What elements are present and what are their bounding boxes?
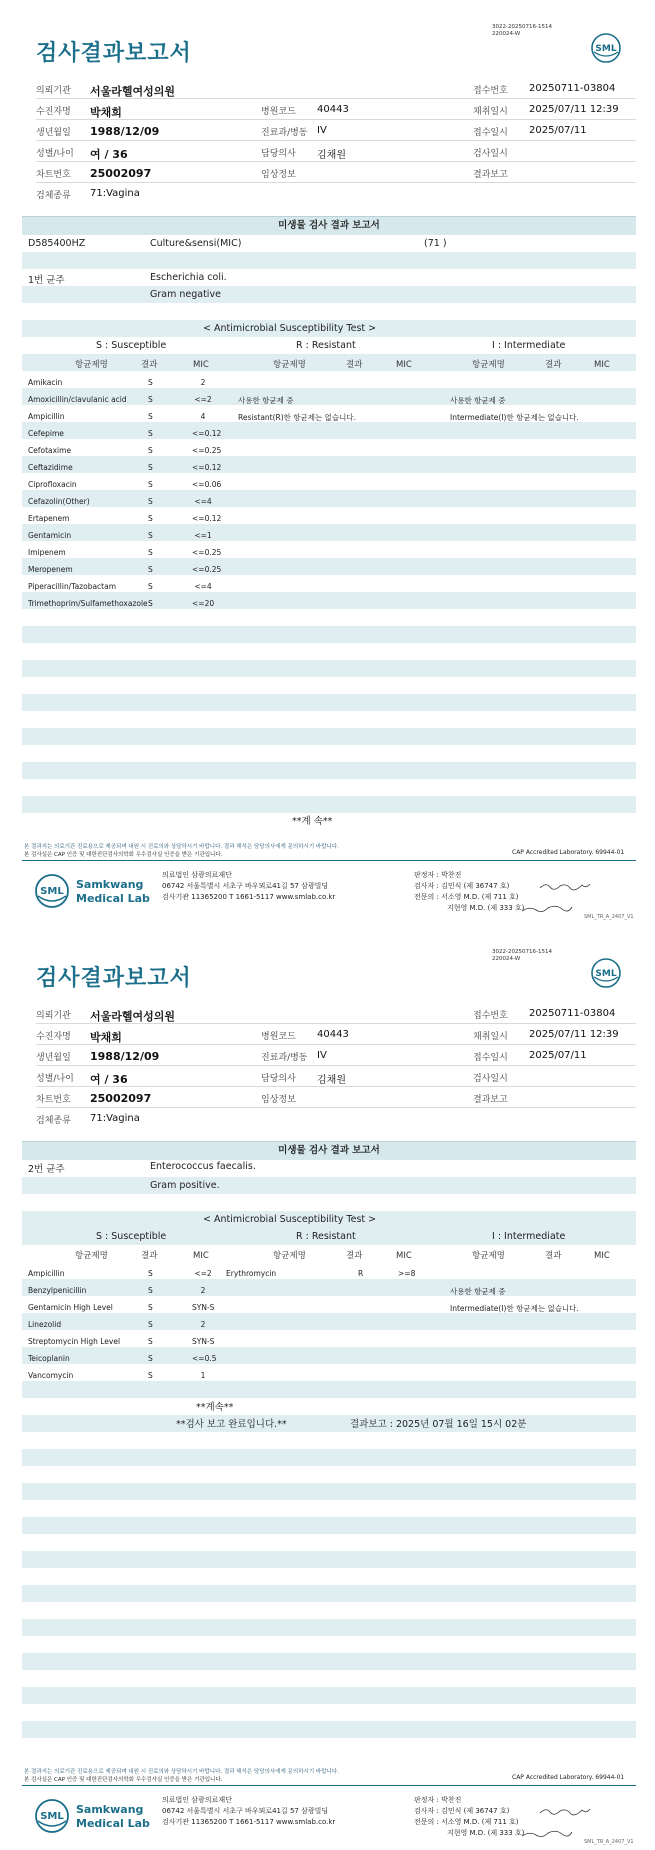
intermediate-note: 사용한 항균제 중 [450,396,506,405]
info-row: 생년월일 1988/12/09 진료과/병동 IV 접수일시 2025/07/11 [36,120,636,141]
address-block: 의료법인 삼광의료재단 06742 서울특별시 서초구 바우뫼로41길 57 삼광빌딩 검사기관 11365200 T 1661-5117 www.smlab.co.kr [162,871,336,901]
signature-icon [520,1827,574,1839]
antibiotic-result: S [148,1337,153,1346]
row-band [22,626,636,643]
antibiotic-name: Cefotaxime [28,446,72,455]
row-band [22,796,636,813]
report-page-2 [0,925,655,1850]
info-row: 수진자명 박채희 병원코드 40443 채취일시 2025/07/11 12:39 [36,99,636,120]
antibiotic-result: S [148,446,153,455]
footer-note: 본 결과지는 의료기관 진료용으로 제공되며 내원 시 진료의와 상담하시기 바랍니다. 결과 해석은 담당의사에게 문의하시기 바랍니다. [24,844,339,850]
ast-title: < Antimicrobial Susceptibility Test > [203,1214,377,1225]
antibiotic-result: S [148,548,153,557]
column-header-mic: MIC [594,1251,610,1261]
antibiotic-mic: <=0.12 [192,514,222,523]
antibiotic-result: S [148,599,153,608]
page-title: 검사결과보고서 [36,41,192,66]
svg-text:SML: SML [595,969,617,979]
band [22,1177,636,1194]
antibiotic-mic: 4 [200,412,206,421]
svg-text:Samkwang: Samkwang [76,878,144,891]
footer-note: 본 검사실은 CAP 인증 및 대한진단검사의학회 우수검사실 인증을 받은 기관입니다. [24,1777,223,1783]
ast-title: < Antimicrobial Susceptibility Test > [203,323,377,334]
signature-icon [520,902,574,914]
antibiotic-name: Amikacin [28,378,63,387]
column-header-drug: 항균제명 [75,360,108,370]
band [22,286,636,303]
svg-text:SML: SML [40,1811,64,1822]
row-band [22,524,636,541]
antibiotic-mic: <=1 [194,531,212,540]
antibiotic-mic: <=0.25 [192,565,222,574]
info-row: 생년월일 1988/12/09 진료과/병동 IV 접수일시 2025/07/11 [36,1045,636,1066]
row-band [22,1483,636,1500]
resistant-drug-result: R [358,1269,364,1278]
antibiotic-result: S [148,1286,153,1295]
column-header-drug: 항균제명 [472,1251,505,1261]
column-header-drug: 항균제명 [472,360,505,370]
info-row: 차트번호 25002097 임상정보 결과보고 [36,162,636,183]
antibiotic-name: Imipenem [28,548,66,557]
cap-label: CAP Accredited Laboratory. 69944-01 [512,849,625,856]
antibiotic-result: S [148,582,153,591]
resistant-message: Resistant(R)한 항균제는 없습니다. [238,413,357,422]
staff-block: 판정자 : 박찬진 검사자 : 김민식 (제 36747 호) 전문의 : 서소영 M.D. (제 711 호) 지현영 M.D. (제 333 호) [414,871,525,912]
column-header-drug: 항균제명 [273,360,306,370]
column-header-result: 결과 [141,1251,158,1261]
page-title: 검사결과보고서 [36,966,192,991]
row-band [22,1585,636,1602]
row-band [22,762,636,779]
column-header-mic: MIC [396,1251,412,1261]
column-header-result: 결과 [346,360,363,370]
antibiotic-mic: <=0.12 [192,463,222,472]
column-header-mic: MIC [594,360,610,370]
sml-logo-icon [590,957,622,989]
info-row: 검체종류 71:Vagina [36,1113,140,1126]
row-band [22,728,636,745]
row-band [22,1415,636,1432]
result-report-time: 결과보고 : 2025년 07월 16일 15시 02분 [350,1419,527,1430]
organism-number: 2번 균주 [28,1164,65,1175]
patient-info [36,78,636,204]
antibiotic-name: Gentamicin [28,531,72,540]
staff-block: 판정자 : 박찬진 검사자 : 김민식 (제 36747 호) 전문의 : 서소영 M.D. (제 711 호) 지현영 M.D. (제 333 호) [414,1796,525,1837]
antibiotic-mic: SYN-S [192,1337,215,1346]
signature-icon [538,880,592,892]
antibiotic-result: S [148,1269,153,1278]
address-block: 의료법인 삼광의료재단 06742 서울특별시 서초구 바우뫼로41길 57 삼광빌딩 검사기관 11365200 T 1661-5117 www.smlab.co.kr [162,1796,336,1826]
column-header-drug: 항균제명 [75,1251,108,1261]
antibiotic-result: S [148,412,153,421]
column-header-result: 결과 [545,1251,562,1261]
antibiotic-mic: 2 [200,1286,206,1295]
samkwang-logo-icon [34,1795,174,1837]
antibiotic-mic: 1 [200,1371,206,1380]
version-label: SML_TR_A_2407_V1 [584,914,634,920]
info-row: 의뢰기관 서울라헬여성의원 접수번호 20250711-03804 [36,1003,636,1024]
antibiotic-mic: <=0.25 [192,548,222,557]
info-row: 수진자명 박채희 병원코드 40443 채취일시 2025/07/11 12:39 [36,1024,636,1045]
row-band [22,660,636,677]
antibiotic-name: Amoxicillin/clavulanic acid [28,395,127,404]
antibiotic-name: Meropenem [28,565,73,574]
divider [22,860,636,861]
row-band [22,1721,636,1738]
legend-susceptible: S : Susceptible [96,340,167,351]
antibiotic-name: Trimethoprim/Sulfamethoxazole [28,599,148,608]
antibiotic-result: S [148,395,153,404]
antibiotic-result: S [148,480,153,489]
organism-number: 1번 균주 [28,275,65,286]
antibiotic-name: Cefazolin(Other) [28,497,90,506]
row-band [22,1347,636,1364]
section-title: 미생물 검사 결과 보고서 [22,1141,636,1160]
antibiotic-mic: 2 [200,1320,206,1329]
band [22,252,636,269]
antibiotic-mic: <=2 [194,395,212,404]
info-row: 차트번호 25002097 임상정보 결과보고 [36,1087,636,1108]
antibiotic-name: Piperacillin/Tazobactam [28,582,117,591]
antibiotic-name: Streptomycin High Level [28,1337,121,1346]
samkwang-logo-icon [34,870,174,912]
svg-text:Samkwang: Samkwang [76,1803,144,1816]
intermediate-message: Intermediate(I)한 항균제는 없습니다. [450,1304,579,1313]
continue-label: **계속** [196,1402,234,1413]
divider [22,1785,636,1786]
row-band [22,1313,636,1330]
antibiotic-name: Ceftazidime [28,463,73,472]
antibiotic-name: Ampicillin [28,412,65,421]
report-code: 3022-20250716-1514 220024-W [492,949,552,962]
info-row: 성별/나이 여 / 36 담당의사 김채원 검사일시 [36,141,636,162]
band [22,354,636,371]
legend-intermediate: I : Intermediate [492,1231,566,1242]
row-band [22,1279,636,1296]
row-band [22,1517,636,1534]
antibiotic-mic: <=20 [192,599,215,608]
report-code: 3022-20250716-1514 220024-W [492,24,552,37]
legend-resistant: R : Resistant [296,340,356,351]
organism-name: Escherichia coli. [150,272,227,283]
antibiotic-name: Benzylpenicillin [28,1286,87,1295]
antibiotic-name: Linezolid [28,1320,62,1329]
legend-intermediate: I : Intermediate [492,340,566,351]
info-row: 검체종류 71:Vagina [36,188,140,201]
svg-text:SML: SML [40,886,64,897]
column-header-drug: 항균제명 [273,1251,306,1261]
row-band [22,558,636,575]
patient-info [36,1003,636,1129]
cap-label: CAP Accredited Laboratory. 69944-01 [512,1774,625,1781]
antibiotic-name: Ampicillin [28,1269,65,1278]
footer-note: 본 결과지는 의료기관 진료용으로 제공되며 내원 시 진료의와 상담하시기 바랍니다. 결과 해석은 담당의사에게 문의하시기 바랍니다. [24,1769,339,1775]
antibiotic-result: S [148,429,153,438]
svg-text:Medical Lab: Medical Lab [76,1817,150,1830]
antibiotic-mic: SYN-S [192,1303,215,1312]
column-header-result: 결과 [545,360,562,370]
column-header-mic: MIC [193,1251,209,1261]
row-band [22,490,636,507]
antibiotic-result: S [148,1354,153,1363]
antibiotic-mic: <=0.25 [192,446,222,455]
antibiotic-name: Cefepime [28,429,64,438]
resistant-drug-name: Erythromycin [226,1269,277,1278]
gram-stain: Gram negative [150,289,221,300]
column-header-mic: MIC [193,360,209,370]
info-row: 성별/나이 여 / 36 담당의사 김채원 검사일시 [36,1066,636,1087]
antibiotic-result: S [148,565,153,574]
test-code: D585400HZ [28,238,86,249]
antibiotic-name: Ertapenem [28,514,70,523]
antibiotic-result: S [148,1371,153,1380]
legend-susceptible: S : Susceptible [96,1231,167,1242]
info-row: 의뢰기관 서울라헬여성의원 접수번호 20250711-03804 [36,78,636,99]
antibiotic-result: S [148,531,153,540]
section-title: 미생물 검사 결과 보고서 [22,216,636,235]
antibiotic-mic: <=0.12 [192,429,222,438]
antibiotic-name: Ciprofloxacin [28,480,77,489]
antibiotic-mic: <=4 [194,497,212,506]
row-band [22,1381,636,1398]
row-band [22,1449,636,1466]
antibiotic-mic: 2 [200,378,206,387]
antibiotic-result: S [148,378,153,387]
svg-text:SML: SML [595,44,617,54]
row-band [22,1551,636,1568]
antibiotic-mic: <=0.06 [192,480,222,489]
column-header-result: 결과 [346,1251,363,1261]
antibiotic-mic: <=4 [194,582,212,591]
row-band [22,456,636,473]
svg-text:Medical Lab: Medical Lab [76,892,150,905]
gram-stain: Gram positive. [150,1180,220,1191]
version-label: SML_TR_A_2407_V1 [584,1839,634,1845]
antibiotic-result: S [148,463,153,472]
antibiotic-name: Gentamicin High Level [28,1303,113,1312]
intermediate-note: 사용한 항균제 중 [450,1287,506,1296]
test-number: (71 ) [424,238,447,249]
test-name: Culture&sensi(MIC) [150,238,242,249]
resistant-drug-mic: >=8 [398,1269,416,1278]
antibiotic-result: S [148,1303,153,1312]
footer-note: 본 검사실은 CAP 인증 및 대한진단검사의학회 우수검사실 인증을 받은 기관입니다. [24,852,223,858]
sml-logo-icon [590,32,622,64]
signature-icon [538,1805,592,1817]
antibiotic-result: S [148,497,153,506]
intermediate-message: Intermediate(I)한 항균제는 없습니다. [450,413,579,422]
antibiotic-result: S [148,514,153,523]
antibiotic-mic: <=2 [194,1269,212,1278]
resistant-note: 사용한 항균제 중 [238,396,294,405]
organism-name: Enterococcus faecalis. [150,1161,256,1172]
continue-label: **계 속** [292,816,333,827]
antibiotic-result: S [148,1320,153,1329]
row-band [22,1653,636,1670]
column-header-mic: MIC [396,360,412,370]
row-band [22,1687,636,1704]
antibiotic-name: Vancomycin [28,1371,74,1380]
report-complete-label: **검사 보고 완료입니다.** [176,1419,287,1430]
row-band [22,422,636,439]
antibiotic-name: Teicoplanin [28,1354,70,1363]
row-band [22,694,636,711]
legend-resistant: R : Resistant [296,1231,356,1242]
column-header-result: 결과 [141,360,158,370]
row-band [22,1619,636,1636]
antibiotic-mic: <=0.5 [192,1354,217,1363]
